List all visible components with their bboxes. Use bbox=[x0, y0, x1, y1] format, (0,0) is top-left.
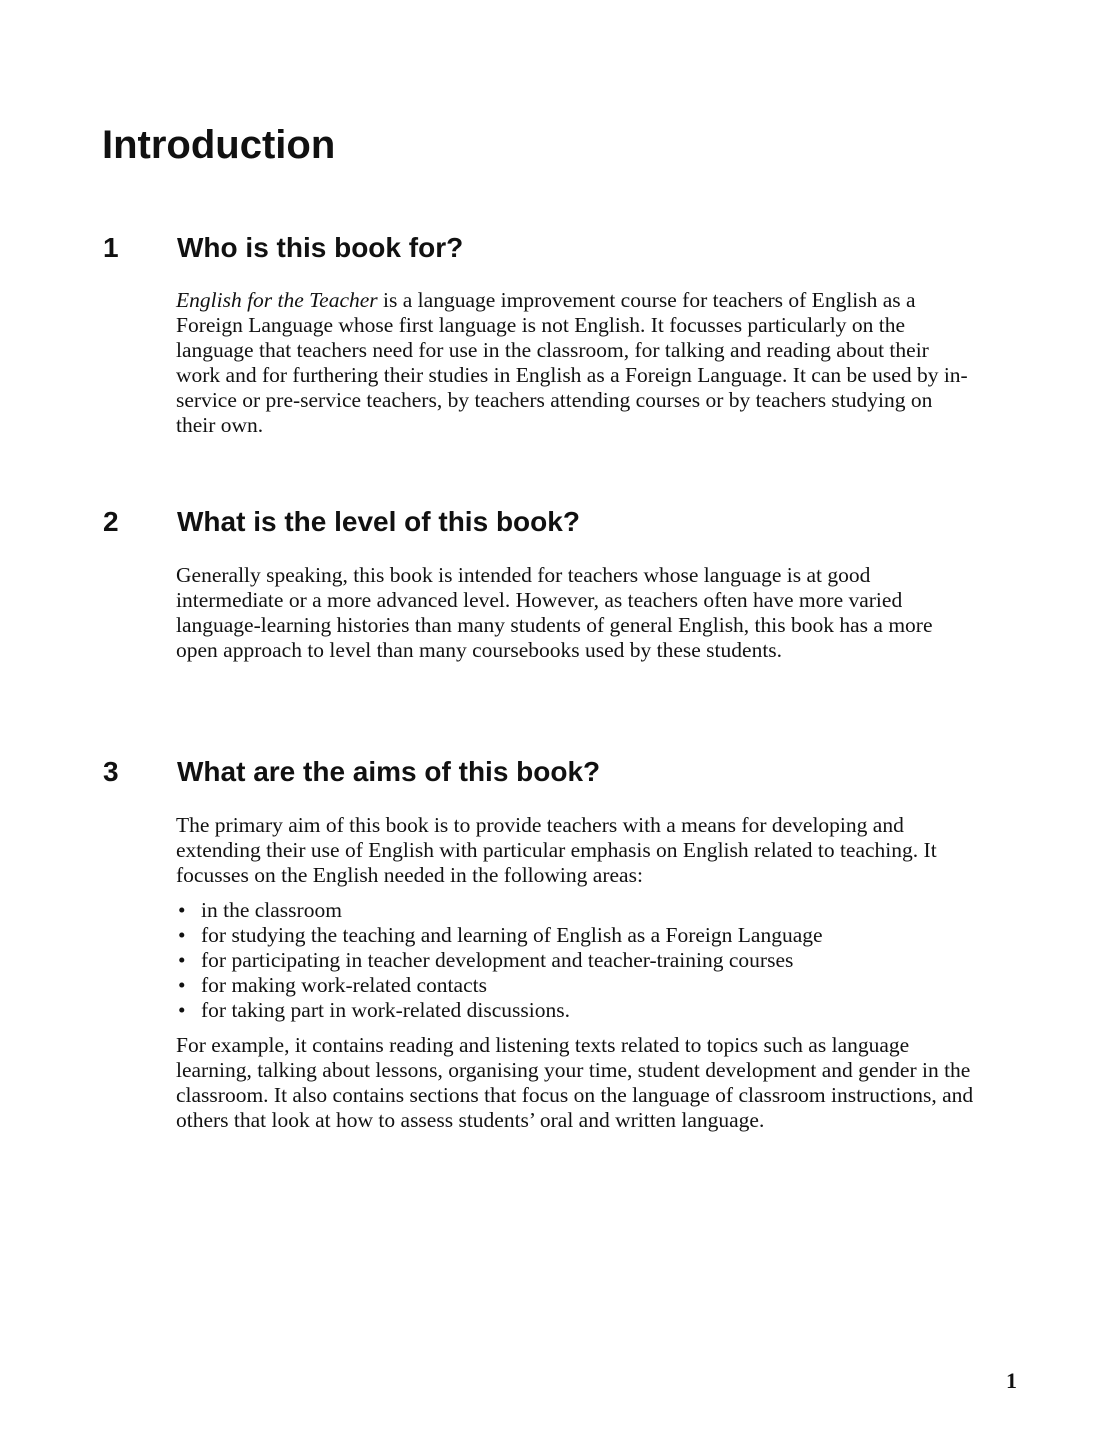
bullet-icon: • bbox=[178, 898, 186, 922]
section-heading: What are the aims of this book? bbox=[177, 756, 601, 787]
book-title: English for the Teacher bbox=[176, 288, 378, 312]
bullet-icon: • bbox=[178, 923, 186, 947]
section-paragraph bbox=[176, 288, 976, 438]
page-title: Introduction bbox=[102, 123, 336, 167]
section-body bbox=[176, 813, 976, 1133]
list-item: • for participating in teacher development and teacher-training courses bbox=[178, 948, 794, 972]
section-heading: Who is this book for? bbox=[177, 232, 464, 263]
section-heading: What is the level of this book? bbox=[177, 506, 580, 537]
section-paragraph: Generally speaking, this book is intended for teachers whose language is at good intermediate or a more advanced level. However, as teachers often have more varied language-learning histories than many students of general English, this book has a more open approach to level than many coursebooks used by these students. bbox=[176, 563, 933, 662]
page-number: 1 bbox=[1006, 1368, 1017, 1393]
section-paragraph: The primary aim of this book is to provide teachers with a means for developing and extending their use of English with particular emphasis on English related to teaching. It focusses on the English needed in the following areas: bbox=[176, 813, 937, 887]
section-number: 2 bbox=[103, 506, 119, 537]
bullet-icon: • bbox=[178, 998, 186, 1022]
section-closing-paragraph: For example, it contains reading and listening texts related to topics such as language learning, talking about lessons, organising your time, student development and gender in the classroom. It also contains sections that focus on the language of classroom instructions, and others that look at how to assess students’ oral and written language. bbox=[176, 1033, 974, 1132]
section-body bbox=[176, 288, 976, 438]
list-item: • for taking part in work-related discussions. bbox=[178, 998, 570, 1022]
list-item: • for studying the teaching and learning of English as a Foreign Language bbox=[178, 923, 823, 947]
section-number: 1 bbox=[103, 232, 119, 263]
bullet-icon: • bbox=[178, 973, 186, 997]
section-number: 3 bbox=[103, 756, 119, 787]
paragraph-text: is a language improvement course for teachers of English as a Foreign Language whose first language is not English. It focusses particularly on the language that teachers need for use in the classroom, for talking and reading about their work and for furthering their studies in English as a Foreign Language. It can be used by in-service or pre-service teachers, by teachers attending courses or by teachers studying on their own. bbox=[176, 288, 968, 437]
list-item: • in the classroom bbox=[178, 898, 342, 922]
aims-bullet-list bbox=[176, 898, 976, 1023]
section-body bbox=[176, 563, 976, 663]
list-item: • for making work-related contacts bbox=[178, 973, 487, 997]
bullet-icon: • bbox=[178, 948, 186, 972]
